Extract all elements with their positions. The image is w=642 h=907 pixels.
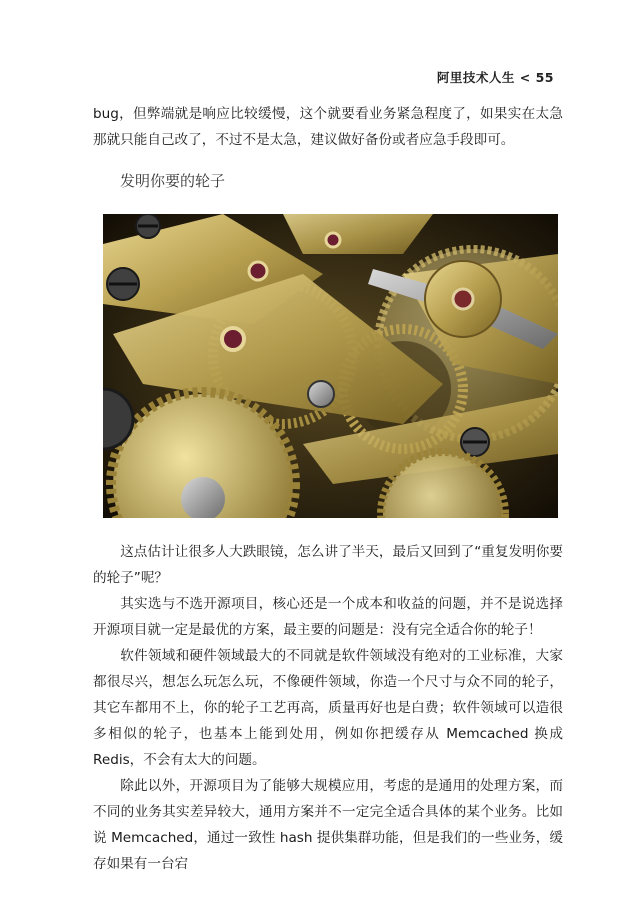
paragraph-4: 除此以外，开源项目为了能够大规模应用，考虑的是通用的处理方案，而不同的业务其实差异较大，通用方案并不一定完全适合具体的某个业务。比如说 Memcached，通过一致性 hash 提供集群功能，但是我们的一些业务，缓存如果有一台宕 <box>93 778 563 872</box>
paragraph-1: 这点估计让很多人大跌眼镜，怎么讲了半天，最后又回到了“重复发明你要的轮子”呢？ <box>93 544 563 586</box>
paragraph-continuation: bug，但弊端就是响应比较缓慢，这个就要看业务紧急程度了，如果实在太急那就只能自己改了，不过不是太急，建议做好备份或者应急手段即可。 <box>93 106 563 148</box>
top-text-block <box>93 101 563 153</box>
running-header: 阿里技术人生 < 55 <box>436 70 554 85</box>
clockwork-gears-photo <box>103 214 558 518</box>
paragraph-3: 软件领域和硬件领域最大的不同就是软件领域没有绝对的工业标准，大家都很尽兴，想怎么玩怎么玩，不像硬件领域，你造一个尺寸与众不同的轮子，其它车都用不上，你的轮子工艺再高，质量再好也是白费；软件领域可以造很多相似的轮子，也基本上能到处用，例如你把缓存从 Memcached 换成 Redis，不会有太大的问题。 <box>93 648 563 768</box>
paragraph-2: 其实选与不选开源项目，核心还是一个成本和收益的问题，并不是说选择开源项目就一定是最优的方案，最主要的问题是：没有完全适合你的轮子！ <box>93 596 563 638</box>
section-heading: 发明你要的轮子 <box>120 172 226 190</box>
bottom-text-block <box>93 539 563 877</box>
